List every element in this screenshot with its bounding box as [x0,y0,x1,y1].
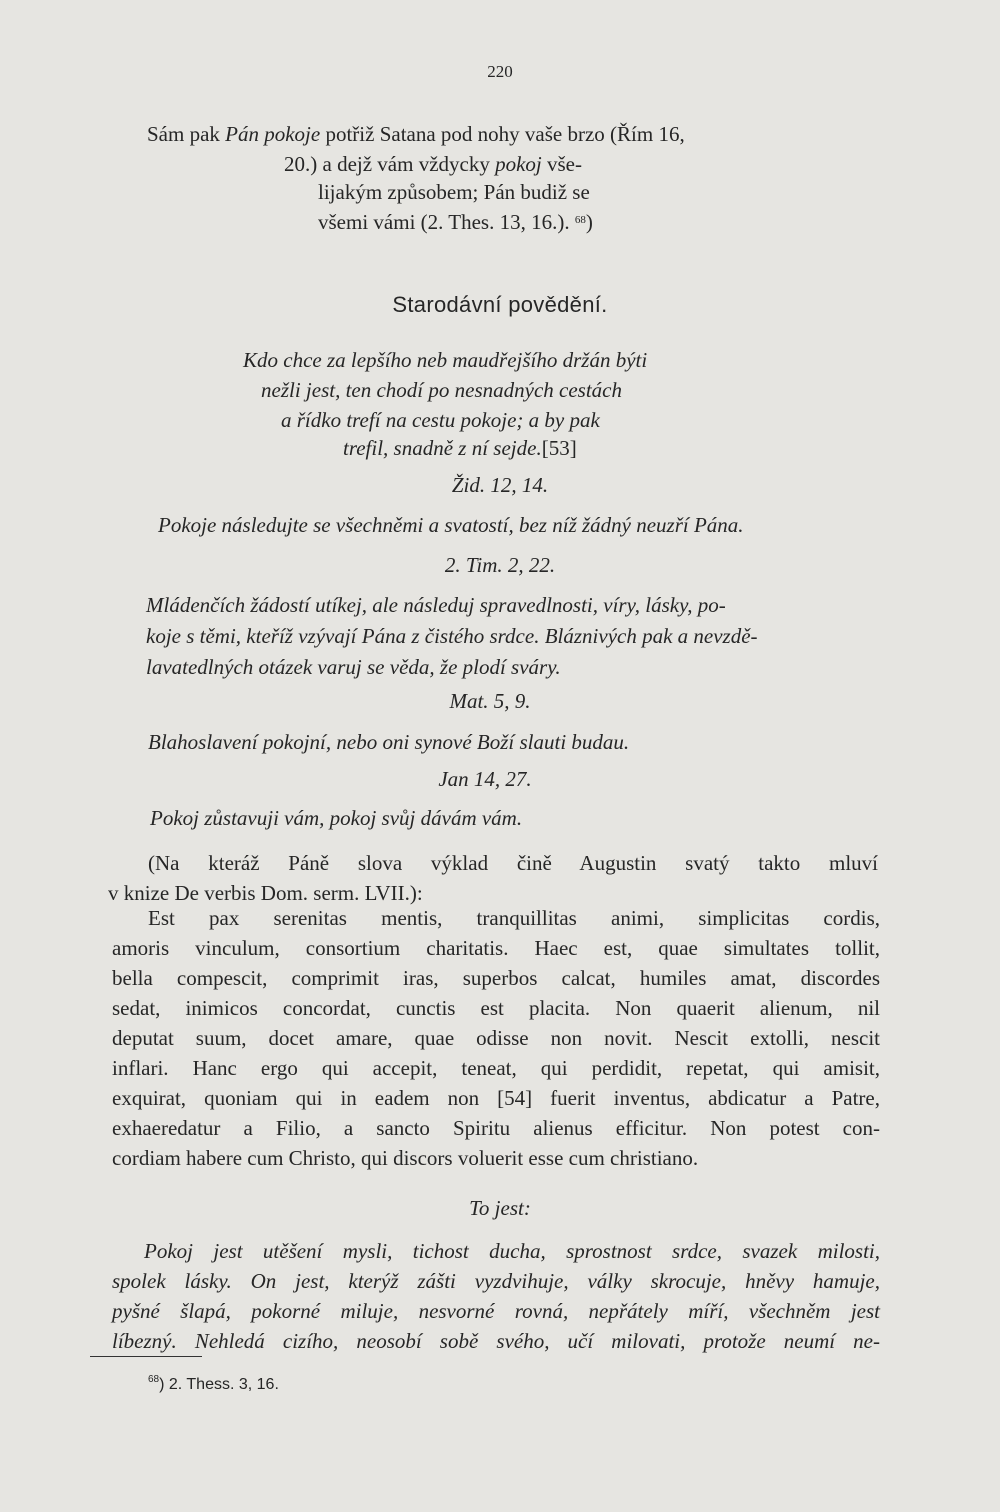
latin-introduction [108,848,878,908]
translation-heading: To jest: [469,1196,531,1220]
intro-text: ) [585,210,593,234]
paragraph-line: Pokoj jest utěšení mysli, tichost ducha, sprostnost srdce, svazek milosti, [144,1239,880,1263]
quote-line: lavatedlných otázek varuj se věda, že plodí sváry. [146,655,561,679]
intro-italic: pokoj [495,152,542,176]
proverb-line-4 [343,433,577,463]
intro-text: 20.) a dejž vám vždycky [284,152,496,176]
proverb-line-2: nežli jest, ten chodí po nesnadných cestách [261,378,622,402]
intro-text: Sám pak [147,122,226,146]
footnote-text: ) 2. Thess. 3, 16. [159,1376,279,1393]
latin-paragraph [112,903,880,1173]
paragraph-line: exquirat, quoniam qui in eadem non [54] fuerit inventus, abdicatur a Patre, [112,1086,880,1110]
paragraph-line: sedat, inimicos concordat, cunctis est placita. Non quaerit alienum, nil [112,996,880,1020]
scripture-reference: Mat. 5, 9. [449,689,531,713]
intro-line-3: lijakým způsobem; Pán budiž se [318,180,590,204]
paragraph-line: amoris vinculum, consortium charitatis. Haec est, quae simultates tollit, [112,936,880,960]
scripture-quote: Pokoj zůstavuji vám, pokoj svůj dávám vám. [150,806,523,830]
page-marker: [53] [541,436,577,460]
intro-line-2 [284,150,1000,179]
intro-line-4 [318,208,1000,237]
paragraph-line: líbezný. Nehledá cizího, neosobí sobě svého, učí milovati, protože neumí ne- [112,1329,880,1353]
scripture-quote [146,590,886,683]
intro-text: potřiž Satana pod nohy vaše brzo (Řím 16, [320,122,685,146]
paragraph-line: Est pax serenitas mentis, tranquillitas animi, simplicitas cordis, [148,906,880,930]
scripture-reference: 2. Tim. 2, 22. [444,553,556,577]
page-number: 220 [487,62,513,81]
paragraph-line: deputat suum, docet amare, quae odisse non novit. Nescit extolli, nescit [112,1026,880,1050]
footnote-number: 68 [148,1374,160,1385]
scripture-quote: Blahoslavení pokojní, nebo oni synové Boží slauti budau. [148,730,630,754]
translation-paragraph [112,1236,880,1356]
scripture-reference: Jan 14, 27. [438,767,532,791]
intro-text: všemi vámi (2. Thes. 13, 16.). [318,210,575,234]
intro-text: vše- [541,152,582,176]
scripture-reference: Žid. 12, 14. [451,473,549,497]
proverb-line-3: a řídko trefí na cestu pokoje; a by pak [281,408,600,432]
proverb-line-1: Kdo chce za lepšího neb maudřejšího držán býti [243,348,648,372]
paragraph-line: spolek lásky. On jest, kterýž zášti vyzdvihuje, války skrocuje, hněvy hamuje, [112,1269,880,1293]
paragraph-line: cordiam habere cum Christo, qui discors voluerit esse cum christiano. [112,1146,699,1170]
quote-line: koje s těmi, kteříž vzývají Pána z čistého srdce. Bláznivých pak a nevzdě- [146,624,758,648]
paragraph-line: exhaeredatur a Filio, a sancto Spiritu alienus efficitur. Non potest con- [112,1116,880,1140]
section-heading: Starodávní povědění. [392,292,608,317]
paragraph-line: inflari. Hanc ergo qui accepit, teneat, qui perdidit, repetat, qui amisit, [112,1056,880,1080]
proverb-text: trefil, snadně z ní sejde. [343,436,542,460]
paragraph-line: bella compescit, comprimit iras, superbos calcat, humiles amat, discordes [112,966,880,990]
paragraph-line: v knize De verbis Dom. serm. LVII.): [108,881,423,905]
footnote-marker: 68 [574,214,586,226]
quote-line: Mládenčích žádostí utíkej, ale následuj spravedlnosti, víry, lásky, po- [146,593,726,617]
scripture-quote: Pokoje následujte se všechněmi a svatostí, bez níž žádný neuzří Pána. [158,513,744,537]
intro-line-1 [147,120,877,149]
intro-italic: Pán pokoje [225,122,321,146]
footnote [148,1376,279,1394]
paragraph-line: pyšné šlapá, pokorné miluje, nesvorné rovná, nepřátely míří, všechněm jest [112,1299,880,1323]
footnote-divider [90,1356,202,1357]
paragraph-line: (Na kteráž Páně slova výklad čině Augustin svatý takto mluví [148,851,878,875]
